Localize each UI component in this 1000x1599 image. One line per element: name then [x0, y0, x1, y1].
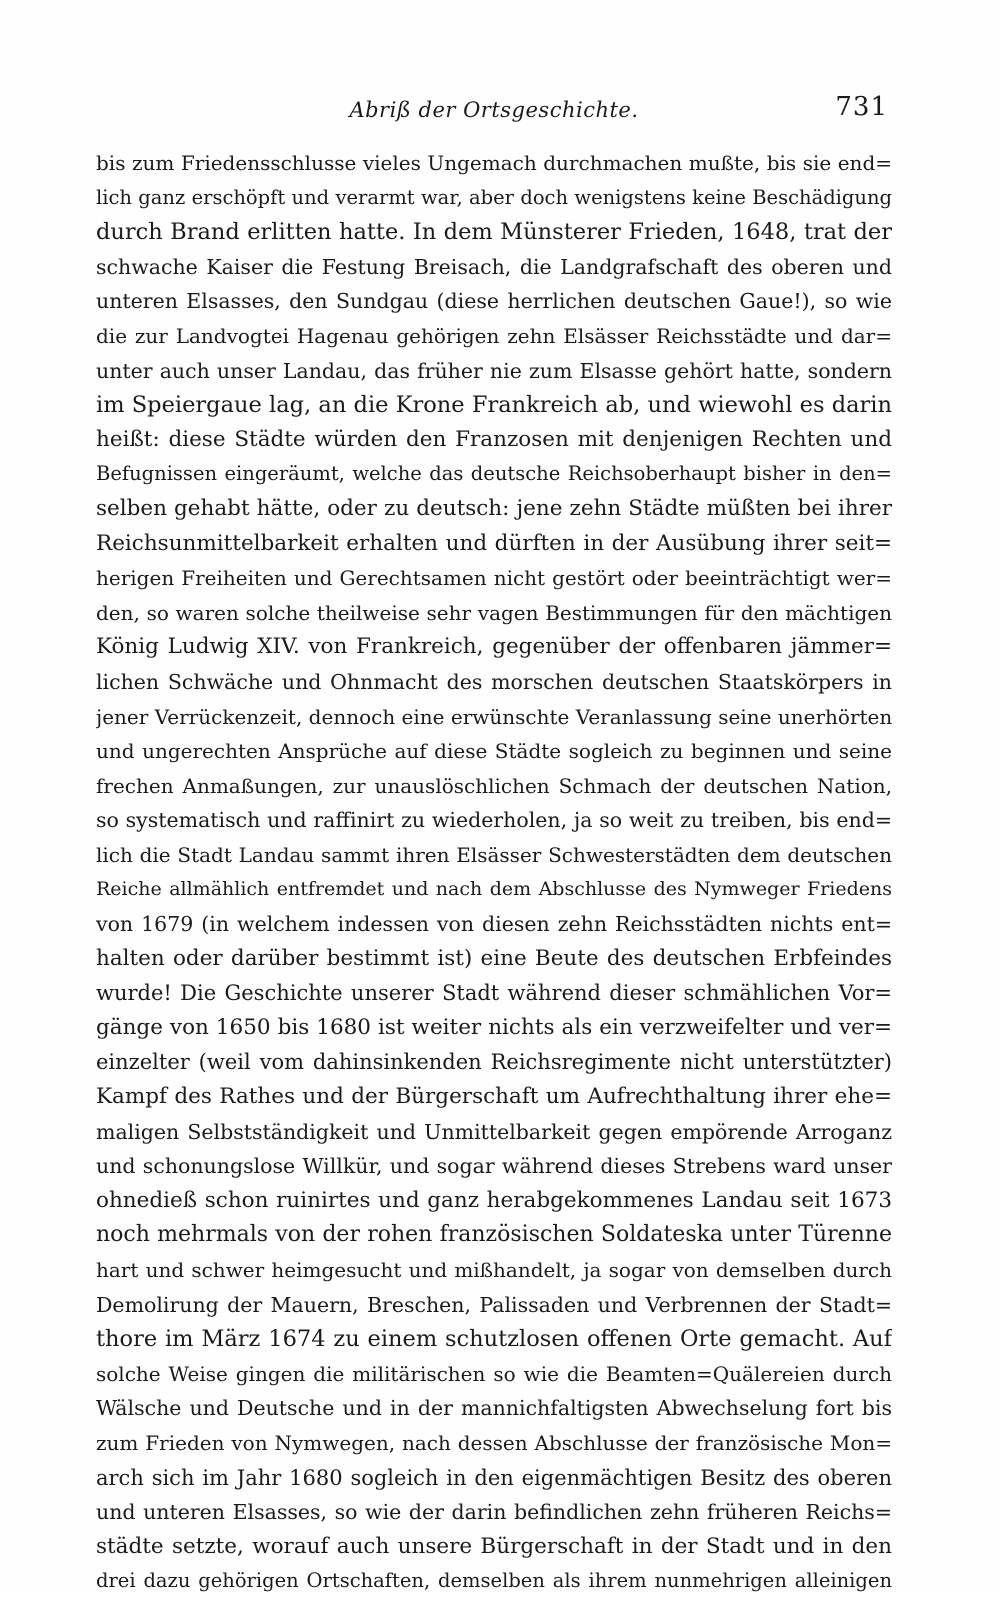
body-text [96, 146, 892, 1599]
text-line: jener Verrückenzeit, dennoch eine erwünschte Veranlassung seine unerhörten [96, 704, 892, 729]
text-line: Reichsunmittelbarkeit erhalten und dürften in der Ausübung ihrer seit= [96, 530, 892, 556]
text-line: lichen Schwäche und Ohnmacht des morschen deutschen Staatskörpers in [96, 669, 892, 694]
text-line: König Ludwig XIV. von Frankreich, gegenüber der offenbaren jämmer= [96, 634, 892, 660]
text-line: Demolirung der Mauern, Breschen, Palissaden und Verbrennen der Stadt= [96, 1292, 892, 1317]
text-line: lich die Stadt Landau sammt ihren Elsässer Schwesterstädten dem deutschen [96, 842, 892, 867]
text-line: und ungerechten Ansprüche auf diese Städte sogleich zu beginnen und seine [96, 739, 892, 764]
text-line: durch Brand erlitten hatte. In dem Münsterer Frieden, 1648, trat der [96, 219, 892, 246]
text-line: thore im März 1674 zu einem schutzlosen offenen Orte gemacht. Auf [96, 1326, 892, 1353]
text-line: arch sich im Jahr 1680 sogleich in den eigenmächtigen Besitz des oberen [96, 1465, 892, 1490]
text-line: Reiche allmählich entfremdet und nach dem Abschlusse des Nymweger Friedens [96, 878, 892, 901]
text-line: städte setzte, worauf auch unsere Bürgerschaft in der Stadt und in den [96, 1533, 892, 1559]
text-line: bis zum Friedensschlusse vieles Ungemach durchmachen mußte, bis sie end= [96, 151, 892, 175]
text-line: solche Weise gingen die militärischen so wie die Beamten=Quälereien durch [96, 1361, 892, 1386]
text-line: hart und schwer heimgesucht und mißhandelt, ja sogar von demselben durch [96, 1258, 892, 1282]
text-line: frechen Anmaßungen, zur unauslöschlichen Schmach der deutschen Nation, [96, 773, 892, 798]
text-line: die zur Landvogtei Hagenau gehörigen zehn Elsässer Reichsstädte und dar= [96, 323, 892, 348]
text-line: zum Frieden von Nymwegen, nach dessen Abschlusse der französische Mon= [96, 1430, 892, 1455]
text-line: gänge von 1650 bis 1680 ist weiter nichts als ein verzweifelter und ver= [96, 1014, 892, 1040]
text-line: schwache Kaiser die Festung Breisach, die Landgrafschaft des oberen und [96, 254, 892, 279]
text-line: wurde! Die Geschichte unserer Stadt während dieser schmählichen Vor= [96, 981, 892, 1006]
text-line: so systematisch und raffinirt zu wiederholen, ja so weit zu treiben, bis end= [96, 808, 892, 833]
text-line: heißt: diese Städte würden den Franzosen mit denjenigen Rechten und [96, 426, 892, 452]
text-line: noch mehrmals von der rohen französischen Soldateska unter Türenne [96, 1222, 892, 1248]
text-line: im Speiergaue lag, an die Krone Frankreich ab, und wiewohl es darin [96, 392, 892, 419]
text-line: von 1679 (in welchem indessen von diesen zehn Reichsstädten nichts ent= [96, 912, 892, 937]
running-title: Abriß der Ortsgeschichte. [349, 98, 639, 122]
text-line: und unteren Elsasses, so wie der darin befindlichen zehn früheren Reichs= [96, 1500, 892, 1525]
running-header [96, 92, 892, 132]
text-line: Befugnissen eingeräumt, welche das deutsche Reichsoberhaupt bisher in den= [96, 462, 892, 486]
text-line: unter auch unser Landau, das früher nie zum Elsasse gehört hatte, sondern [96, 358, 892, 383]
text-line: ohnedieß schon ruinirtes und ganz herabgekommenes Landau seit 1673 [96, 1187, 892, 1213]
text-line: maligen Selbstständigkeit und Unmittelbarkeit gegen empörende Arroganz [96, 1119, 892, 1144]
text-line: drei dazu gehörigen Ortschaften, demselben als ihrem nunmehrigen alleinigen [96, 1569, 892, 1593]
text-line: selben gehabt hätte, oder zu deutsch: jene zehn Städte müßten bei ihrer [96, 495, 892, 521]
text-line: unteren Elsasses, den Sundgau (diese herrlichen deutschen Gaue!), so wie [96, 289, 892, 314]
text-line: Wälsche und Deutsche und in der mannichfaltigsten Abwechselung fort bis [96, 1396, 892, 1421]
text-line: Kampf des Rathes und der Bürgerschaft um Aufrechthaltung ihrer ehe= [96, 1084, 892, 1110]
page-number: 731 [835, 92, 888, 122]
text-line: herigen Freiheiten und Gerechtsamen nicht gestört oder beeinträchtigt wer= [96, 566, 892, 591]
text-line: und schonungslose Willkür, und sogar während dieses Strebens ward unser [96, 1154, 892, 1179]
text-line: einzelter (weil vom dahinsinkenden Reichsregimente nicht unterstützter) [96, 1050, 892, 1075]
text-line: den, so waren solche theilweise sehr vagen Bestimmungen für den mächtigen [96, 600, 892, 625]
text-line: halten oder darüber bestimmt ist) eine Beute des deutschen Erbfeindes [96, 945, 892, 971]
text-line: lich ganz erschöpft und verarmt war, aber doch wenigstens keine Beschädigung [96, 185, 892, 209]
